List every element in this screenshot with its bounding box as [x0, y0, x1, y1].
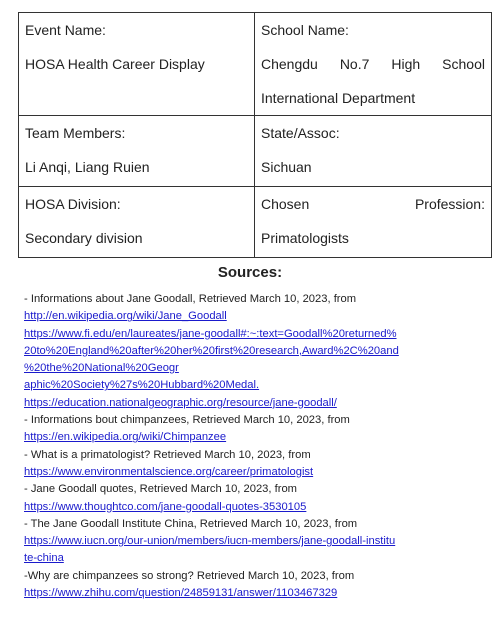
- source-text: - Informations about Jane Goodall, Retrieved March 10, 2023, from: [24, 293, 357, 305]
- source-link[interactable]: http://en.wikipedia.org/wiki/Jane_Goodall: [24, 310, 227, 323]
- chosen-profession-value: Primatologists: [261, 230, 349, 246]
- source-link[interactable]: https://education.nationalgeographic.org/resource/jane-goodall/: [24, 396, 337, 409]
- source-text: -Why are chimpanzees so strong? Retrieved March 10, 2023, from: [24, 569, 355, 582]
- source-text: - Jane Goodall quotes, Retrieved March 10, 2023, from: [24, 483, 297, 496]
- source-text: - What is a primatologist? Retrieved March 10, 2023, from: [24, 448, 311, 461]
- hosa-division-cell: [19, 187, 255, 258]
- hosa-division-value: Secondary division: [25, 230, 143, 246]
- event-name-label: Event Name:: [25, 22, 106, 38]
- source-link[interactable]: 20to%20England%20after%20her%20first%20research,Award%2C%20and: [24, 344, 399, 357]
- source-link[interactable]: https://en.wikipedia.org/wiki/Chimpanzee: [24, 431, 227, 444]
- sources-heading: Sources:: [217, 264, 283, 281]
- event-name-value: HOSA Health Career Display: [25, 56, 205, 72]
- source-link[interactable]: https://www.zhihu.com/question/24859131/answer/1103467329: [24, 587, 338, 600]
- school-name-cell: [255, 13, 492, 116]
- state-assoc-value: Sichuan: [261, 159, 312, 175]
- source-link[interactable]: https://www.iucn.org/our-union/members/iucn-members/jane-goodall-institu: [24, 535, 396, 548]
- chosen-profession-label-left: Chosen: [261, 196, 310, 212]
- chosen-profession-cell: [255, 187, 492, 258]
- state-assoc-label: State/Assoc:: [261, 125, 340, 141]
- school-name-value-line2: International Department: [261, 90, 416, 106]
- school-word: School: [442, 56, 485, 72]
- source-text: - Informations bout chimpanzees, Retrieved March 10, 2023, from: [24, 414, 350, 427]
- source-link[interactable]: aphic%20Society%27s%20Hubbard%20Medal.: [24, 379, 260, 392]
- state-assoc-cell: [255, 116, 492, 187]
- event-info-table: [18, 12, 492, 258]
- team-members-value: Li Anqi, Liang Ruien: [25, 159, 150, 175]
- school-name-value-line1: [261, 47, 485, 81]
- team-members-cell: [19, 116, 255, 187]
- team-members-label: Team Members:: [25, 125, 126, 141]
- school-word: No.7: [339, 56, 370, 72]
- chosen-profession-label: [261, 187, 485, 221]
- source-link[interactable]: te-china: [24, 552, 64, 565]
- sources-list: [24, 291, 486, 602]
- school-word: High: [391, 56, 421, 72]
- school-name-label: School Name:: [261, 22, 349, 38]
- source-link[interactable]: https://www.environmentalscience.org/career/primatologist: [24, 465, 314, 478]
- source-link[interactable]: https://www.thoughtco.com/jane-goodall-quotes-3530105: [24, 500, 307, 513]
- chosen-profession-label-right: Profession:: [414, 196, 485, 212]
- source-link[interactable]: %20the%20National%20Geogr: [24, 362, 179, 375]
- source-text: - The Jane Goodall Institute China, Retrieved March 10, 2023, from: [24, 517, 358, 530]
- source-link[interactable]: https://www.fi.edu/en/laureates/jane-goodall#:~:text=Goodall%20returned%: [24, 327, 397, 340]
- school-word: Chengdu: [261, 56, 318, 72]
- event-name-cell: [19, 13, 255, 116]
- hosa-division-label: HOSA Division:: [25, 196, 121, 212]
